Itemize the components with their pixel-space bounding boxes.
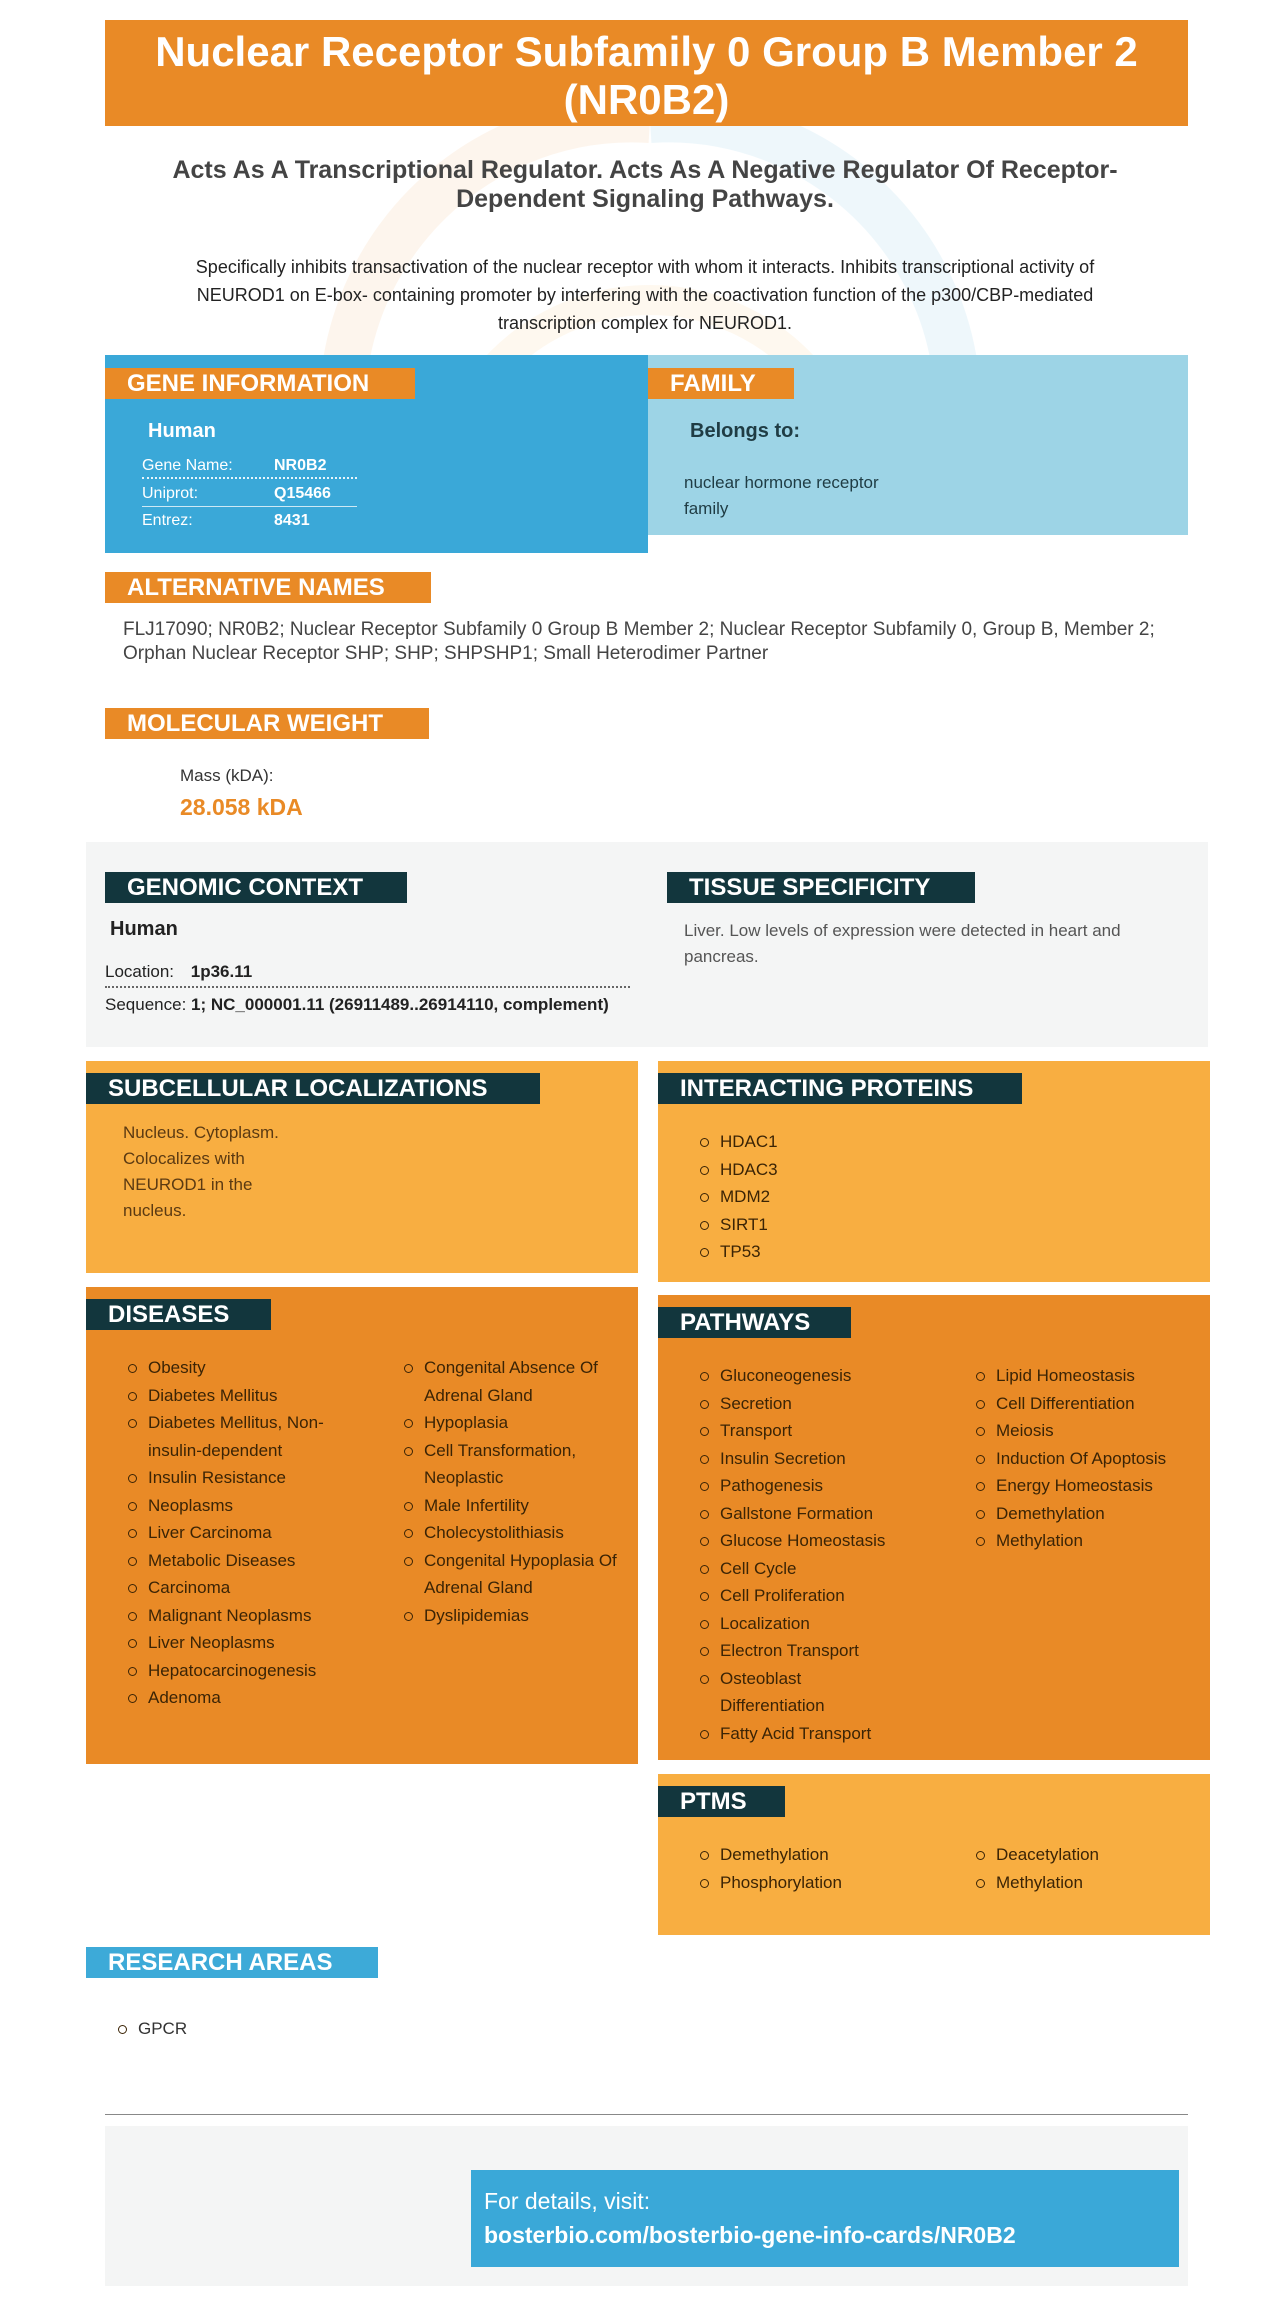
research-areas-list [116,2015,187,2043]
list-item: Dyslipidemias [402,1602,622,1630]
list-item: Induction Of Apoptosis [974,1445,1194,1473]
location-value: 1p36.11 [190,962,253,981]
list-item: Demethylation [974,1500,1194,1528]
uniprot-row [142,480,357,507]
list-item: Congenital Absence Of Adrenal Gland [402,1354,622,1409]
location-label: Location: [105,962,174,981]
list-item: Carcinoma [126,1574,341,1602]
family-text: nuclear hormone receptor family [684,473,879,518]
location-row [105,955,630,988]
research-areas-heading: RESEARCH AREAS [86,1947,378,1978]
list-item: Phosphorylation [698,1869,908,1897]
family-heading: FAMILY [648,368,794,399]
gene-information-heading: GENE INFORMATION [105,368,415,399]
entrez-label: Entrez: [142,512,193,529]
list-item: Gluconeogenesis [698,1362,908,1390]
diseases-list-col2 [402,1354,622,1629]
alternative-names-heading: ALTERNATIVE NAMES [105,572,431,603]
list-item: SIRT1 [698,1211,778,1239]
list-item: Obesity [126,1354,341,1382]
list-item: Male Infertility [402,1492,622,1520]
details-link-box[interactable] [471,2170,1179,2267]
list-item: GPCR [116,2015,187,2043]
list-item: Meiosis [974,1417,1194,1445]
list-item: Metabolic Diseases [126,1547,341,1575]
list-item: TP53 [698,1238,778,1266]
uniprot-label: Uniprot: [142,485,199,502]
list-item: Liver Neoplasms [126,1629,341,1657]
list-item: Insulin Resistance [126,1464,341,1492]
list-item: Cell Cycle [698,1555,908,1583]
list-item: Pathogenesis [698,1472,908,1500]
mass-value: 28.058 kDA [180,794,303,820]
gene-name-row [142,452,357,479]
tissue-specificity-heading: TISSUE SPECIFICITY [667,872,975,903]
list-item: Osteoblast Differentiation [698,1665,908,1720]
list-item: Insulin Secretion [698,1445,908,1473]
sequence-row [105,990,630,1020]
list-item: Transport [698,1417,908,1445]
list-item: Hypoplasia [402,1409,622,1437]
list-item: Electron Transport [698,1637,908,1665]
function-description: Specifically inhibits transactivation of the nuclear receptor with whom it interacts. Inhibits transcriptional activity of NEUROD1 on E-box- containing promoter by interfering with the coactivation function of the p300/CBP-mediated transcription complex for NEUROD1. [195,257,1095,333]
gene-species: Human [148,420,216,442]
list-item: Fatty Acid Transport [698,1720,908,1748]
alternative-names-text: FLJ17090; NR0B2; Nuclear Receptor Subfamily 0 Group B Member 2; Nuclear Receptor Subfamily 0, Group B, Member 2; Orphan Nuclear Receptor SHP; SHP; SHPSHP1; Small Heterodimer Partner [123,619,1155,664]
sequence-label: Sequence: [105,995,187,1014]
ptms-list-col2 [974,1841,1184,1896]
ptms-list-col1 [698,1841,908,1896]
list-item: Lipid Homeostasis [974,1362,1194,1390]
ptms-heading: PTMS [658,1786,785,1817]
page-title: Nuclear Receptor Subfamily 0 Group B Member 2 (NR0B2) [105,20,1188,126]
mass-label: Mass (kDA): [180,766,274,785]
genomic-context-heading: GENOMIC CONTEXT [105,872,407,903]
interacting-proteins-list [698,1128,778,1266]
subcellular-text: Nucleus. Cytoplasm. Colocalizes with NEUROD1 in the nucleus. [123,1123,279,1220]
molecular-weight-heading: MOLECULAR WEIGHT [105,708,429,739]
list-item: Methylation [974,1527,1194,1555]
list-item: Cell Proliferation [698,1582,908,1610]
footer-divider [105,2114,1188,2115]
pathways-heading: PATHWAYS [658,1307,851,1338]
family-belongs-label: Belongs to: [690,420,800,442]
diseases-heading: DISEASES [86,1299,271,1330]
list-item: Cholecystolithiasis [402,1519,622,1547]
gene-name-label: Gene Name: [142,457,233,474]
list-item: Demethylation [698,1841,908,1869]
tissue-specificity-text: Liver. Low levels of expression were detected in heart and pancreas. [684,921,1121,966]
list-item: Glucose Homeostasis [698,1527,908,1555]
list-item: Diabetes Mellitus [126,1382,341,1410]
diseases-list-col1 [126,1354,341,1712]
list-item: HDAC3 [698,1156,778,1184]
list-item: Diabetes Mellitus, Non-insulin-dependent [126,1409,341,1464]
list-item: HDAC1 [698,1128,778,1156]
list-item: Methylation [974,1869,1184,1897]
list-item: MDM2 [698,1183,778,1211]
list-item: Cell Transformation, Neoplastic [402,1437,622,1492]
list-item: Congenital Hypoplasia Of Adrenal Gland [402,1547,622,1602]
list-item: Cell Differentiation [974,1390,1194,1418]
page-subtitle: Acts As A Transcriptional Regulator. Acts As A Negative Regulator Of Receptor-Dependent Signaling Pathways. [172,156,1118,213]
details-url-link[interactable]: bosterbio.com/bosterbio-gene-info-cards/NR0B2 [484,2222,1016,2248]
uniprot-value[interactable]: Q15466 [274,485,331,502]
sequence-value: 1; NC_000001.11 (26911489..26914110, complement) [191,995,609,1014]
list-item: Gallstone Formation [698,1500,908,1528]
genomic-species: Human [110,918,178,940]
list-item: Liver Carcinoma [126,1519,341,1547]
entrez-value[interactable]: 8431 [274,512,310,529]
list-item: Neoplasms [126,1492,341,1520]
pathways-list-col1 [698,1362,908,1747]
list-item: Secretion [698,1390,908,1418]
subcellular-heading: SUBCELLULAR LOCALIZATIONS [86,1073,540,1104]
list-item: Adenoma [126,1684,341,1712]
list-item: Deacetylation [974,1841,1184,1869]
list-item: Malignant Neoplasms [126,1602,341,1630]
interacting-proteins-heading: INTERACTING PROTEINS [658,1073,1022,1104]
list-item: Energy Homeostasis [974,1472,1194,1500]
details-label: For details, visit: [484,2188,651,2214]
entrez-row [142,507,357,534]
list-item: Localization [698,1610,908,1638]
list-item: Hepatocarcinogenesis [126,1657,341,1685]
pathways-list-col2 [974,1362,1194,1555]
gene-name-value: NR0B2 [274,457,327,474]
